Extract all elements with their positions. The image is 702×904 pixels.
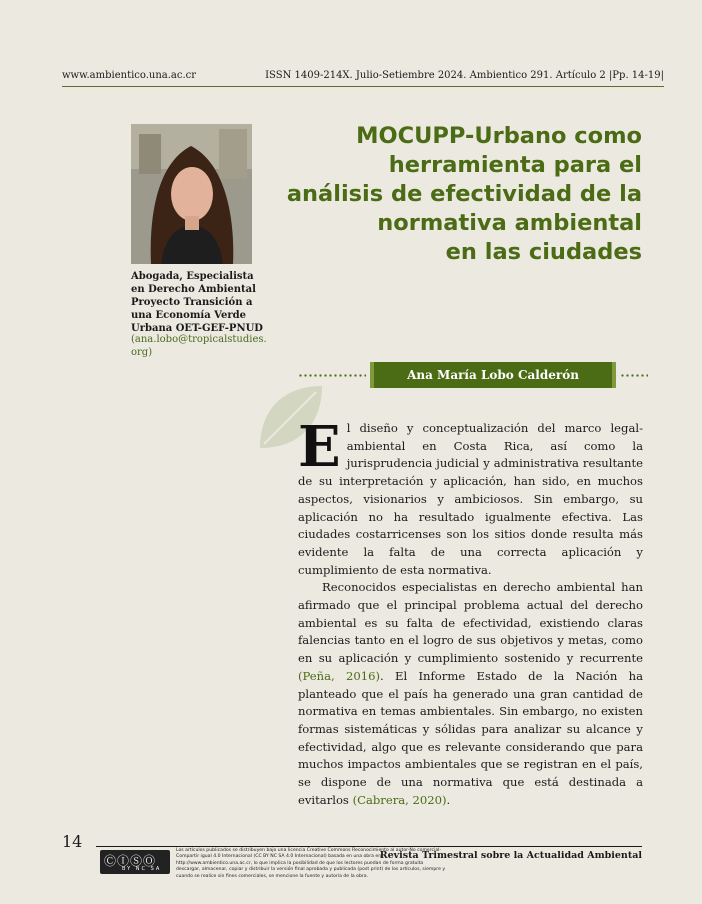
header-issn: ISSN 1409-214X. Julio-Setiembre 2024. Ambientico 291. Artículo 2 |Pp. 14-19| (265, 70, 664, 81)
paragraph-2-text-a: Reconocidos especialistas en derecho ambiental han afirmado que el principal problema actual del derecho ambiental es su falta de efectividad, existiendo claras falencias tanto en el logro de sus objetivos y metas, como en su aplicación y cumplimiento sostenido y recurrente (298, 580, 643, 666)
author-email[interactable] (131, 333, 266, 359)
article-body (298, 414, 643, 809)
title-line: MOCUPP-Urbano como (356, 123, 642, 149)
cc-license-icon: ⒸⒾⓈⓄ (104, 854, 157, 868)
license-notice: Los artículos publicados se distribuyen bajo una licencia Creative Commons Reconocimiento al autor-No comercial-Compartir igual 4.0 Internacional (CC BY NC SA 4.0 Internacional) basada en una obra en http://www.ambientico.una.ac.cr, lo que implica la posibilidad de que los lectores puedan de forma gratuita descargar, almacenar, copiar y distribuir la versión final aprobada y publicada (post print) de los artículos, siempre y cuando se realice sin fines comerciales, se mencione la fuente y autoría de la obra. (176, 848, 446, 879)
cc-license-codes: BY NC SA (122, 866, 162, 872)
paragraph-1 (298, 414, 643, 579)
drop-cap: E (298, 414, 341, 480)
author-bio-line: Abogada, Especialista (131, 271, 254, 282)
page-number: 14 (62, 832, 83, 851)
title-line: herramienta para el (388, 152, 642, 178)
author-bio-line: en Derecho Ambiental (131, 284, 256, 295)
author-email-line[interactable]: (ana.lobo@tropicalstudies. (131, 334, 267, 345)
header-divider (62, 86, 664, 87)
paragraph-2-text-b: . El Informe Estado de la Nación ha planteado que el país ha generado una gran cantidad de normativa en temas ambientales. Sin embargo, no existen formas sistemáticas y sólidas para analizar su alcance y efectividad, algo que es relevante considerando que para muchos impactos ambientales que se registran en el país, se dispone de una normativa que está destinada a evitarlos (298, 668, 643, 807)
title-line: análisis de efectividad de la (286, 181, 642, 207)
header-site-url[interactable]: www.ambientico.una.ac.cr (62, 70, 197, 81)
author-bio (131, 270, 266, 335)
author-name: Ana María Lobo Calderón (370, 362, 616, 388)
paragraph-2 (298, 579, 643, 809)
citation-cabrera[interactable]: (Cabrera, 2020) (352, 792, 447, 807)
author-email-line[interactable]: org) (131, 347, 153, 358)
paragraph-1-text: l diseño y conceptualización del marco legal-ambiental en Costa Rica, así como la jurisprudencia judicial y administrativa resultante de su interpretación y aplicación, han sido, en muchos aspectos, visionarios y ambiciosos. Sin embargo, su aplicación no ha resultado igualmente efectiva. Las ciudades costarricenses son los sitios donde resulta más evidente la falta de una correcta aplicación y cumplimiento de esta normativa. (298, 421, 643, 577)
paragraph-2-text-c: . (446, 792, 451, 807)
journal-name: Revista Trimestral sobre la Actualidad Ambiental (379, 850, 642, 861)
author-photo (131, 124, 252, 264)
author-portrait-image (131, 124, 252, 264)
citation-pena[interactable]: (Peña, 2016) (298, 668, 381, 683)
author-bio-line: una Economía Verde (131, 310, 246, 321)
dotted-rule-left (298, 374, 366, 377)
creative-commons-badge[interactable] (100, 850, 170, 874)
article-title (282, 122, 642, 267)
title-line: en las ciudades (445, 239, 642, 265)
author-banner (298, 362, 648, 388)
dotted-rule-right (620, 374, 648, 377)
author-bio-line: Urbana OET-GEF-PNUD (131, 323, 263, 334)
title-line: normativa ambiental (377, 210, 642, 236)
footer-divider (96, 846, 642, 847)
author-bio-line: Proyecto Transición a (131, 297, 253, 308)
